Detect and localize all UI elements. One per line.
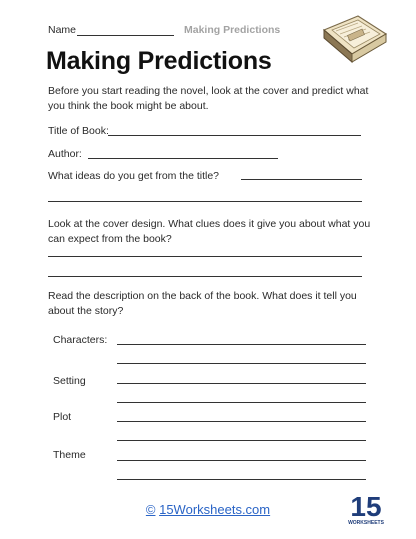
copyright-symbol: © — [145, 502, 156, 517]
title-of-book-label: Title of Book: — [48, 125, 109, 137]
worksheets-logo — [346, 490, 386, 526]
page-title: Making Predictions — [46, 47, 272, 75]
logo-text: WORKSHEETS — [348, 520, 384, 526]
characters-label: Characters: — [53, 334, 108, 346]
characters-line[interactable] — [117, 363, 366, 364]
setting-line[interactable] — [117, 402, 366, 403]
author-line[interactable] — [88, 158, 278, 159]
question-title-ideas: What ideas do you get from the title? — [48, 170, 220, 182]
book-illustration — [318, 8, 390, 70]
answer-line[interactable] — [48, 276, 362, 277]
setting-line[interactable] — [117, 383, 366, 384]
setting-label: Setting — [53, 375, 86, 387]
answer-line[interactable] — [241, 179, 362, 180]
plot-line[interactable] — [117, 440, 366, 441]
name-field[interactable] — [77, 35, 174, 36]
plot-line[interactable] — [117, 421, 366, 422]
theme-line[interactable] — [117, 460, 366, 461]
answer-line[interactable] — [48, 256, 362, 257]
theme-line[interactable] — [117, 479, 366, 480]
site-link-text[interactable]: 15Worksheets.com — [159, 502, 271, 517]
title-of-book-line[interactable] — [108, 135, 361, 136]
intro-text: Before you start reading the novel, look at the cover and predict what you think the book might be about. — [48, 85, 369, 112]
theme-label: Theme — [53, 449, 86, 461]
name-label: Name — [48, 24, 77, 36]
header-subtitle: Making Predictions — [184, 24, 281, 36]
characters-line[interactable] — [117, 344, 366, 345]
question-cover-design: Look at the cover design. What clues does it give you about what you can expect from the book? — [48, 218, 371, 245]
logo-number: 15 — [350, 491, 382, 522]
answer-line[interactable] — [48, 201, 362, 202]
question-description: Read the description on the back of the book. What does it tell you about the story? — [48, 290, 357, 317]
plot-label: Plot — [53, 411, 72, 423]
author-label: Author: — [48, 148, 82, 160]
